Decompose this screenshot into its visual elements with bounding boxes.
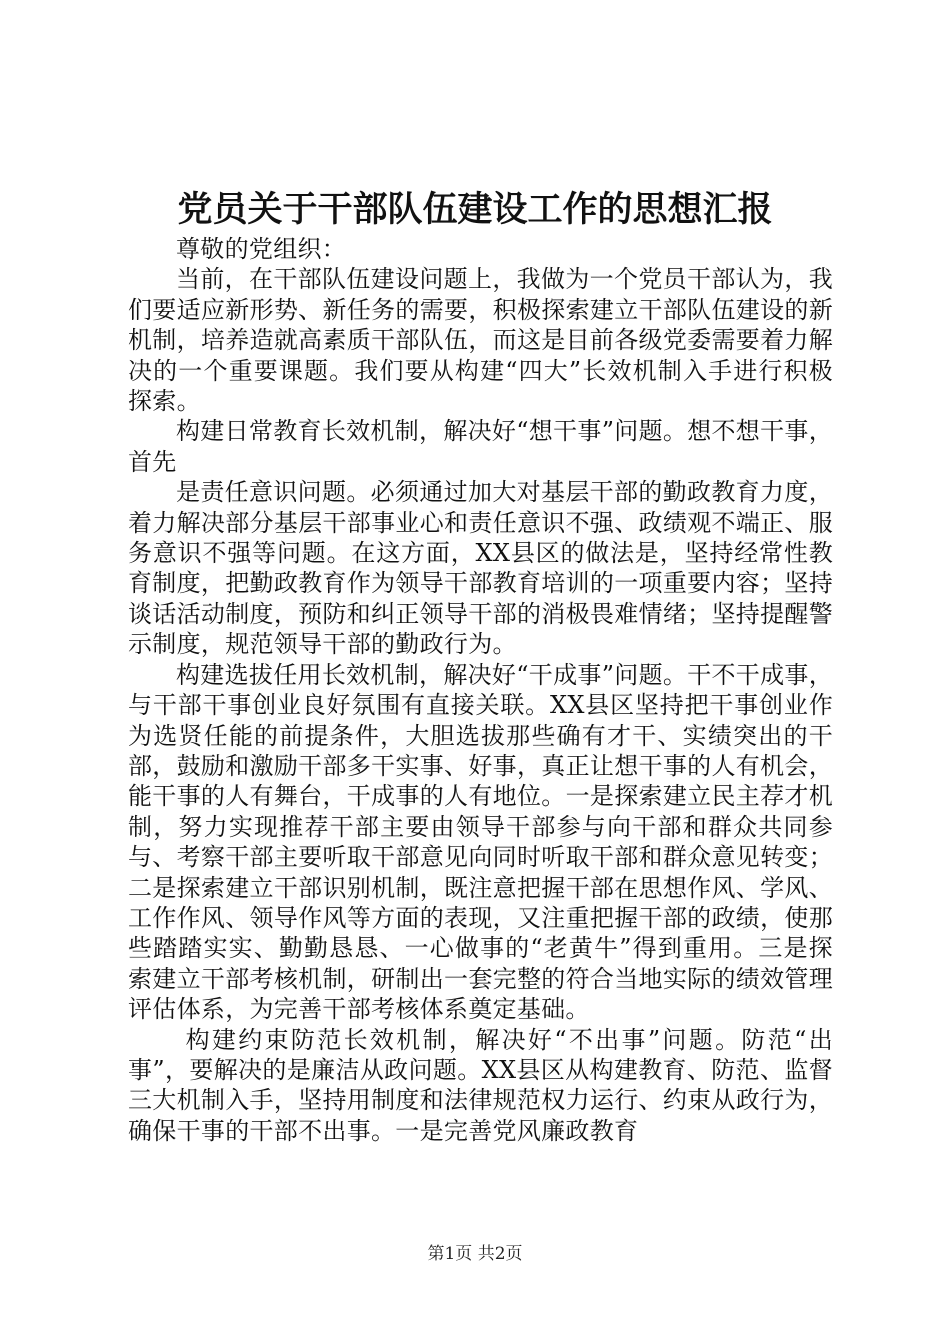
paragraph: 是责任意识问题。必须通过加大对基层干部的勤政教育力度，着力解决部分基层干部事业心和责任意识不强、政绩观不端正、服务意识不强等问题。在这方面，XX县区的做法是，坚持经常性教育制度，把勤政教育作为领导干部教育培训的一项重要内容；坚持谈话活动制度，预防和纠正领导干部的消极畏难情绪；坚持提醒警示制度，规范领导干部的勤政行为。 [128,478,833,659]
document-title: 党员关于干部队伍建设工作的思想汇报 [177,189,773,230]
document-body [128,234,833,1146]
paragraph: 当前，在干部队伍建设问题上，我做为一个党员干部认为，我们要适应新形势、新任务的需要，积极探索建立干部队伍建设的新机制，培养造就高素质干部队伍，而这是目前各级党委需要着力解决的一个重要课题。我们要从构建“四大”长效机制入手进行积极探索。 [128,265,833,416]
paragraph: 构建约束防范长效机制，解决好“不出事”问题。防范“出事”，要解决的是廉洁从政问题。XX县区从构建教育、防范、监督三大机制入手，坚持用制度和法律规范权力运行、约束从政行为，确保干事的干部不出事。一是完善党风廉政教育 [128,1025,833,1145]
salutation: 尊敬的党组织： [176,235,347,263]
paragraph: 构建选拔任用长效机制，解决好“干成事”问题。干不干成事，与干部干事创业良好氛围有直接关联。XX县区坚持把干事创业作为选贤任能的前提条件，大胆选拔那些确有才干、实绩突出的干部，鼓励和激励干部多干实事、好事，真正让想干事的人有机会，能干事的人有舞台，干成事的人有地位。一是探索建立民主荐才机制，努力实现推荐干部主要由领导干部参与向干部和群众共同参与、考察干部主要听取干部意见向同时听取干部和群众意见转变；二是探索建立干部识别机制，既注意把握干部在思想作风、学风、工作作风、领导作风等方面的表现，又注重把握干部的政绩，使那些踏踏实实、勤勤恳恳、一心做事的“老黄牛”得到重用。三是探索建立干部考核机制，研制出一套完整的符合当地实际的绩效管理评估体系，为完善干部考核体系奠定基础。 [128,660,833,1024]
paragraph: 构建日常教育长效机制，解决好“想干事”问题。想不想干事，首先 [128,417,833,476]
page-footer: 第1页 共2页 [427,1244,523,1264]
